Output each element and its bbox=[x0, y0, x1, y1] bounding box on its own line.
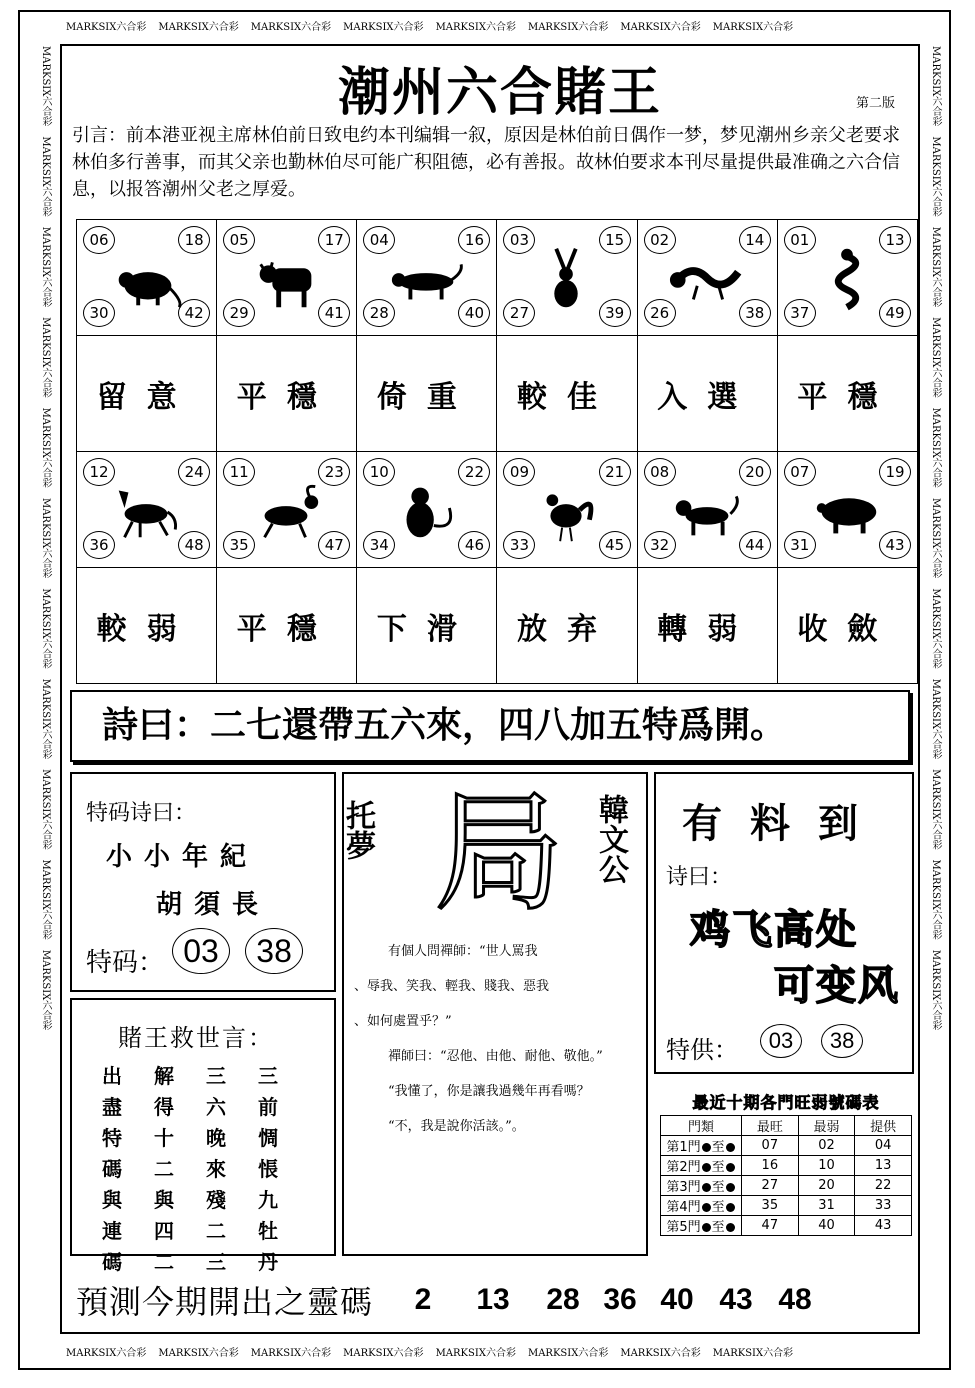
rabbit-icon bbox=[527, 242, 605, 314]
stats-cell: 02 bbox=[798, 1136, 855, 1156]
zodiac-trend-word: 放弃 bbox=[497, 568, 637, 684]
stats-section bbox=[660, 1090, 912, 1236]
rat-icon bbox=[107, 242, 185, 314]
zodiac-cell bbox=[77, 452, 217, 568]
stats-row bbox=[661, 1196, 912, 1216]
number-circle: 30 bbox=[83, 299, 115, 327]
number-circle: 13 bbox=[879, 226, 911, 254]
number-circle: 02 bbox=[644, 226, 676, 254]
number-circle: 28 bbox=[363, 299, 395, 327]
number-circle: 05 bbox=[223, 226, 255, 254]
door-cell: 第2門 至 bbox=[661, 1156, 742, 1176]
center-story-box bbox=[342, 772, 648, 1256]
special-code-box bbox=[70, 772, 336, 992]
ball-icon bbox=[726, 1163, 735, 1172]
ball-icon bbox=[702, 1203, 711, 1212]
number-circle: 32 bbox=[644, 531, 676, 559]
big-character bbox=[424, 780, 574, 920]
number-circle: 29 bbox=[223, 299, 255, 327]
prediction-number: 28 bbox=[546, 1283, 580, 1316]
door-cell: 第1門 至 bbox=[661, 1136, 742, 1156]
number-circle: 14 bbox=[739, 226, 771, 254]
number-circle: 12 bbox=[83, 458, 115, 486]
number-circle: 24 bbox=[178, 458, 210, 486]
right-poem-label: 诗曰： bbox=[666, 865, 733, 890]
page-title: 潮州六合賭王 bbox=[337, 62, 662, 123]
number-circle: 07 bbox=[784, 458, 816, 486]
number-ball: 03 bbox=[760, 1024, 802, 1058]
zodiac-cell bbox=[637, 452, 777, 568]
number-circle: 39 bbox=[599, 299, 631, 327]
number-circle: 38 bbox=[739, 299, 771, 327]
number-circle: 04 bbox=[363, 226, 395, 254]
door-cell: 第3門 至 bbox=[661, 1176, 742, 1196]
goat-icon bbox=[247, 474, 325, 546]
stats-cell: 27 bbox=[742, 1176, 799, 1196]
number-ball: 38 bbox=[821, 1024, 863, 1058]
number-circle: 45 bbox=[599, 531, 631, 559]
number-circle: 06 bbox=[83, 226, 115, 254]
ball-icon bbox=[726, 1183, 735, 1192]
ball-icon bbox=[702, 1143, 711, 1152]
king-words-columns: 出 盡 特 碼 與 連 碼 解 得 十 二 與 四 二 三 六 晚 來 殘 二 三 三 前 惆 悵 九 牡 丹 bbox=[102, 1064, 278, 1274]
number-circle: 03 bbox=[503, 226, 535, 254]
number-circle: 23 bbox=[318, 458, 350, 486]
stats-row bbox=[661, 1216, 912, 1236]
number-circle: 17 bbox=[318, 226, 350, 254]
number-circle: 26 bbox=[644, 299, 676, 327]
prediction-number: 43 bbox=[719, 1283, 753, 1316]
stats-cell: 07 bbox=[742, 1136, 799, 1156]
number-circle: 42 bbox=[178, 299, 210, 327]
edition-label: 第二版 bbox=[856, 96, 896, 111]
zodiac-trend-word: 平穩 bbox=[217, 336, 357, 452]
number-circle: 11 bbox=[223, 458, 255, 486]
zodiac-trend-word: 較弱 bbox=[77, 568, 217, 684]
stats-cell: 31 bbox=[798, 1196, 855, 1216]
number-circle: 22 bbox=[458, 458, 490, 486]
door-cell: 第4門 至 bbox=[661, 1196, 742, 1216]
number-circle: 36 bbox=[83, 531, 115, 559]
prediction-number: 48 bbox=[778, 1283, 812, 1316]
number-circle: 19 bbox=[879, 458, 911, 486]
ball-icon bbox=[702, 1223, 711, 1232]
zodiac-cell bbox=[357, 220, 497, 336]
right-balls bbox=[760, 1024, 863, 1058]
number-circle: 08 bbox=[644, 458, 676, 486]
number-circle: 16 bbox=[458, 226, 490, 254]
number-circle: 18 bbox=[178, 226, 210, 254]
number-circle: 01 bbox=[784, 226, 816, 254]
number-circle: 27 bbox=[503, 299, 535, 327]
stats-cell: 43 bbox=[855, 1216, 912, 1236]
stats-table bbox=[660, 1115, 912, 1236]
zodiac-trend-word: 平穩 bbox=[777, 336, 917, 452]
dog-icon bbox=[668, 474, 746, 546]
has-info-box bbox=[654, 772, 914, 1074]
prediction-label: 預測今期開出之靈碼 bbox=[76, 1283, 374, 1321]
stats-cell: 35 bbox=[742, 1196, 799, 1216]
ball-icon bbox=[726, 1223, 735, 1232]
number-circle: 47 bbox=[318, 531, 350, 559]
special-heading: 特码诗曰： bbox=[86, 801, 197, 826]
horse-icon bbox=[107, 474, 185, 546]
special-balls bbox=[172, 928, 303, 974]
number-ball: 38 bbox=[245, 928, 303, 974]
stats-cell: 40 bbox=[798, 1216, 855, 1236]
ox-icon bbox=[247, 242, 325, 314]
zodiac-cell bbox=[217, 220, 357, 336]
number-circle: 21 bbox=[599, 458, 631, 486]
prediction-number: 2 bbox=[414, 1283, 432, 1316]
prediction-number: 36 bbox=[603, 1283, 637, 1316]
king-words-heading: 賭王救世言： bbox=[118, 1024, 274, 1052]
stats-cell: 33 bbox=[855, 1196, 912, 1216]
ball-icon bbox=[702, 1183, 711, 1192]
zodiac-trend-word: 倚重 bbox=[357, 336, 497, 452]
stats-cell: 10 bbox=[798, 1156, 855, 1176]
zodiac-trend-word: 收斂 bbox=[777, 568, 917, 684]
number-circle: 41 bbox=[318, 299, 350, 327]
stats-row bbox=[661, 1176, 912, 1196]
ball-icon bbox=[726, 1143, 735, 1152]
number-circle: 31 bbox=[784, 531, 816, 559]
dragon-icon bbox=[668, 242, 746, 314]
zodiac-cell bbox=[497, 220, 637, 336]
main-poem: 詩曰：二七還帶五六來，四八加五特爲開。 bbox=[70, 690, 910, 762]
watermark-right: MARKSIX六合彩 MARKSIX六合彩 MARKSIX六合彩 MARKSIX六合彩 MARKSIX六合彩 MARKSIX六合彩 MARKSIX六合彩 MARKSIX六合彩 MARKSIX六合彩 MARKSIX六合彩 MARKSIX六合彩 bbox=[930, 46, 941, 1031]
prediction-number: 40 bbox=[660, 1283, 694, 1316]
zodiac-trend-word: 轉弱 bbox=[637, 568, 777, 684]
right-poem-line2: 可变风 bbox=[774, 963, 900, 1009]
number-circle: 09 bbox=[503, 458, 535, 486]
monkey-icon bbox=[387, 474, 465, 546]
stats-row bbox=[661, 1156, 912, 1176]
number-circle: 46 bbox=[458, 531, 490, 559]
number-circle: 40 bbox=[458, 299, 490, 327]
number-circle: 43 bbox=[879, 531, 911, 559]
intro-text: 引言：前本港亚视主席林伯前日致电约本刊编辑一叙，原因是林伯前日偶作一梦，梦见潮州乡亲父老要求林伯多行善事，而其父亲也勤林伯尽可能广积阻德，必有善报。故林伯要求本刊尽量提供最准确之六合信息，以报答潮州父老之厚爱。 bbox=[72, 125, 900, 200]
stats-header-row: 門類 最旺 最弱 提供 bbox=[661, 1116, 912, 1136]
number-circle: 20 bbox=[739, 458, 771, 486]
has-info-heading: 有料到 bbox=[682, 801, 886, 847]
number-circle: 35 bbox=[223, 531, 255, 559]
stats-cell: 22 bbox=[855, 1176, 912, 1196]
zodiac-trend-word: 入選 bbox=[637, 336, 777, 452]
story-text: 有個人問禪師：“世人罵我 、辱我、笑我、輕我、賤我、惡我 、如何處置乎？” 禪師曰：“忍他、由他、耐他、敬他。” “我懂了，你是讓我過幾年再看嗎？ “不，我是說你活該。”。 bbox=[354, 944, 603, 1134]
zodiac-grid bbox=[76, 219, 918, 684]
number-circle: 33 bbox=[503, 531, 535, 559]
number-ball: 03 bbox=[172, 928, 230, 974]
king-words-box bbox=[70, 998, 336, 1274]
stats-cell: 13 bbox=[855, 1156, 912, 1176]
big-char-text: 局 bbox=[433, 780, 565, 920]
zodiac-cell bbox=[357, 452, 497, 568]
ball-icon bbox=[726, 1203, 735, 1212]
special-line2: 胡須長 bbox=[156, 890, 271, 920]
zodiac-cell bbox=[777, 220, 917, 336]
watermark-top: MARKSIX六合彩 MARKSIX六合彩 MARKSIX六合彩 MARKSIX六合彩 MARKSIX六合彩 MARKSIX六合彩 MARKSIX六合彩 MARKSIX六合彩 bbox=[66, 22, 794, 33]
zodiac-cell bbox=[777, 452, 917, 568]
ball-icon bbox=[702, 1163, 711, 1172]
zodiac-trend-word: 平穩 bbox=[217, 568, 357, 684]
number-circle: 48 bbox=[178, 531, 210, 559]
special-line1: 小小年紀 bbox=[106, 842, 259, 872]
zodiac-trend-word: 留意 bbox=[77, 336, 217, 452]
right-vertical-text: 韓文公 bbox=[593, 794, 628, 884]
zodiac-cell bbox=[77, 220, 217, 336]
stats-row bbox=[661, 1136, 912, 1156]
right-special-label: 特供： bbox=[666, 1036, 738, 1064]
right-poem-line1: 鸡飞高处 bbox=[690, 907, 858, 953]
zodiac-cell bbox=[637, 220, 777, 336]
stats-cell: 04 bbox=[855, 1136, 912, 1156]
prediction-row bbox=[76, 1276, 912, 1324]
tiger-icon bbox=[387, 242, 465, 314]
zodiac-cell bbox=[497, 452, 637, 568]
snake-icon bbox=[808, 242, 886, 314]
number-circle: 15 bbox=[599, 226, 631, 254]
zodiac-cell bbox=[217, 452, 357, 568]
prediction-numbers bbox=[393, 1283, 825, 1317]
stats-cell: 47 bbox=[742, 1216, 799, 1236]
number-circle: 34 bbox=[363, 531, 395, 559]
pig-icon bbox=[808, 474, 886, 546]
watermark-bottom: MARKSIX六合彩 MARKSIX六合彩 MARKSIX六合彩 MARKSIX六合彩 MARKSIX六合彩 MARKSIX六合彩 MARKSIX六合彩 MARKSIX六合彩 bbox=[66, 1348, 794, 1359]
stats-cell: 20 bbox=[798, 1176, 855, 1196]
zodiac-trend-word: 較佳 bbox=[497, 336, 637, 452]
number-circle: 10 bbox=[363, 458, 395, 486]
rooster-icon bbox=[527, 474, 605, 546]
watermark-left: MARKSIX六合彩 MARKSIX六合彩 MARKSIX六合彩 MARKSIX六合彩 MARKSIX六合彩 MARKSIX六合彩 MARKSIX六合彩 MARKSIX六合彩 MARKSIX六合彩 MARKSIX六合彩 MARKSIX六合彩 bbox=[40, 46, 51, 1031]
number-circle: 37 bbox=[784, 299, 816, 327]
left-vertical-text: 托夢 bbox=[340, 800, 375, 860]
stats-title: 最近十期各門旺弱號碼表 bbox=[692, 1093, 880, 1112]
prediction-number: 13 bbox=[476, 1283, 510, 1316]
zodiac-trend-word: 下滑 bbox=[357, 568, 497, 684]
stats-cell: 16 bbox=[742, 1156, 799, 1176]
door-cell: 第5門 至 bbox=[661, 1216, 742, 1236]
number-circle: 49 bbox=[879, 299, 911, 327]
special-label: 特码： bbox=[86, 948, 165, 978]
number-circle: 44 bbox=[739, 531, 771, 559]
